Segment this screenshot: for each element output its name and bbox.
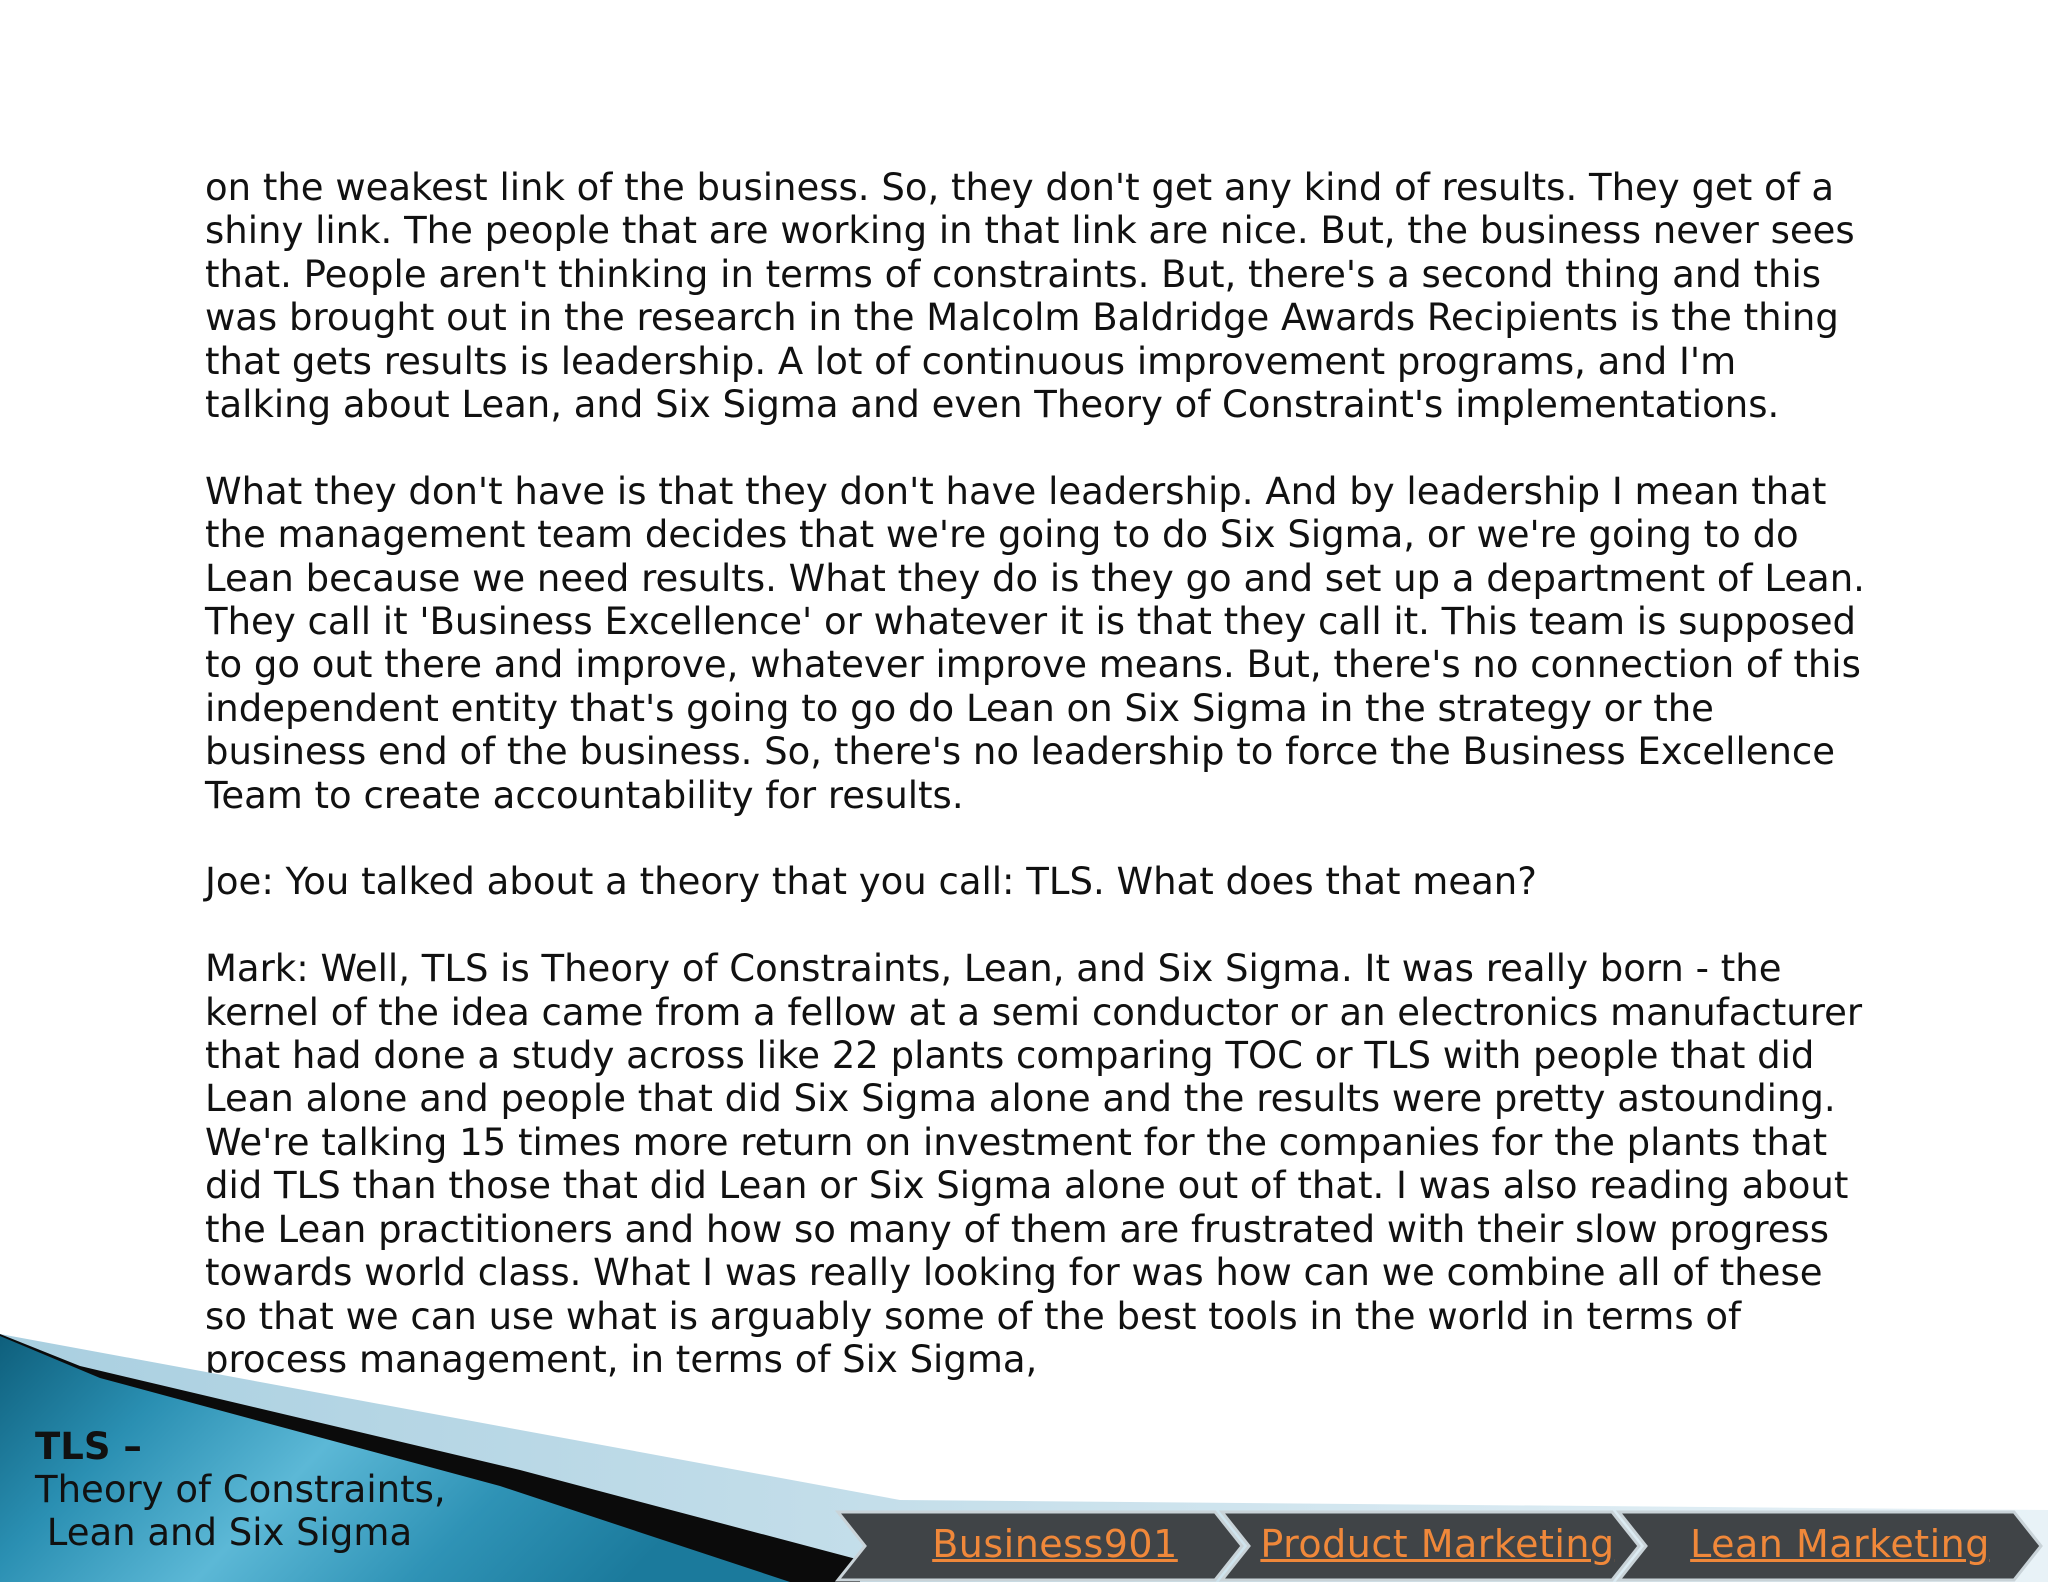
- transcript-line: Joe: You talked about a theory that you call: TLS. What does that mean?: [205, 860, 1537, 904]
- transcript-line: What they don't have is that they don't have leadership. And by leadership I mean that: [205, 469, 1827, 513]
- transcript-line: Mark: Well, TLS is Theory of Constraints, Lean, and Six Sigma. It was really born - the: [205, 947, 1782, 991]
- transcript-line: We're talking 15 times more return on investment for the companies for the plants that: [205, 1120, 1828, 1164]
- transcript-line: that gets results is leadership. A lot of continuous improvement programs, and I'm: [205, 339, 1737, 383]
- transcript-line: was brought out in the research in the Malcolm Baldridge Awards Recipients is the thing: [205, 296, 1839, 340]
- transcript-body: [205, 166, 1905, 1381]
- transcript-line: on the weakest link of the business. So, they don't get any kind of results. They get of a: [205, 166, 1835, 209]
- transcript-paragraph: [205, 470, 1905, 817]
- caption-line-1: Theory of Constraints,: [35, 1468, 446, 1511]
- transcript-line: Lean alone and people that did Six Sigma alone and the results were pretty astounding.: [205, 1077, 1836, 1121]
- caption-line-2: Lean and Six Sigma: [35, 1511, 413, 1554]
- footer-caption: [35, 1425, 446, 1554]
- transcript-line: shiny link. The people that are working in that link are nice. But, the business never sees: [205, 209, 1855, 253]
- caption-title: TLS –: [35, 1425, 142, 1468]
- transcript-line: to go out there and improve, whatever improve means. But, there's no connection of this: [205, 643, 1861, 687]
- transcript-line: did TLS than those that did Lean or Six Sigma alone out of that. I was also reading about: [205, 1164, 1849, 1208]
- nav-link-business901[interactable]: Business901: [932, 1522, 1178, 1566]
- transcript-line: process management, in terms of Six Sigma,: [205, 1337, 1038, 1381]
- transcript-line: independent entity that's going to go do Lean on Six Sigma in the strategy or the: [205, 686, 1714, 730]
- transcript-line: They call it 'Business Excellence' or whatever it is that they call it. This team is supposed: [205, 600, 1856, 644]
- transcript-line: that. People aren't thinking in terms of constraints. But, there's a second thing and this: [205, 252, 1822, 296]
- transcript-line: so that we can use what is arguably some of the best tools in the world in terms of: [205, 1294, 1742, 1338]
- transcript-line: kernel of the idea came from a fellow at a semi conductor or an electronics manufacturer: [205, 990, 1863, 1034]
- transcript-line: talking about Lean, and Six Sigma and even Theory of Constraint's implementations.: [205, 383, 1780, 427]
- transcript-line: towards world class. What I was really looking for was how can we combine all of these: [205, 1251, 1823, 1295]
- transcript-line: the Lean practitioners and how so many of them are frustrated with their slow progress: [205, 1207, 1830, 1251]
- transcript-paragraph: [205, 860, 1905, 903]
- transcript-line: business end of the business. So, there's no leadership to force the Business Excellence: [205, 730, 1836, 774]
- transcript-line: Team to create accountability for results.: [205, 773, 964, 817]
- transcript-line: that had done a study across like 22 plants comparing TOC or TLS with people that did: [205, 1034, 1815, 1078]
- transcript-line: Lean because we need results. What they do is they go and set up a department of Lean.: [205, 556, 1865, 600]
- transcript-paragraph: [205, 947, 1905, 1381]
- transcript-paragraph: [205, 166, 1905, 426]
- nav-link-product-marketing[interactable]: Product Marketing: [1260, 1522, 1615, 1566]
- nav-link-lean-marketing[interactable]: Lean Marketing: [1690, 1522, 1990, 1566]
- transcript-line: the management team decides that we're going to do Six Sigma, or we're going to do: [205, 513, 1799, 557]
